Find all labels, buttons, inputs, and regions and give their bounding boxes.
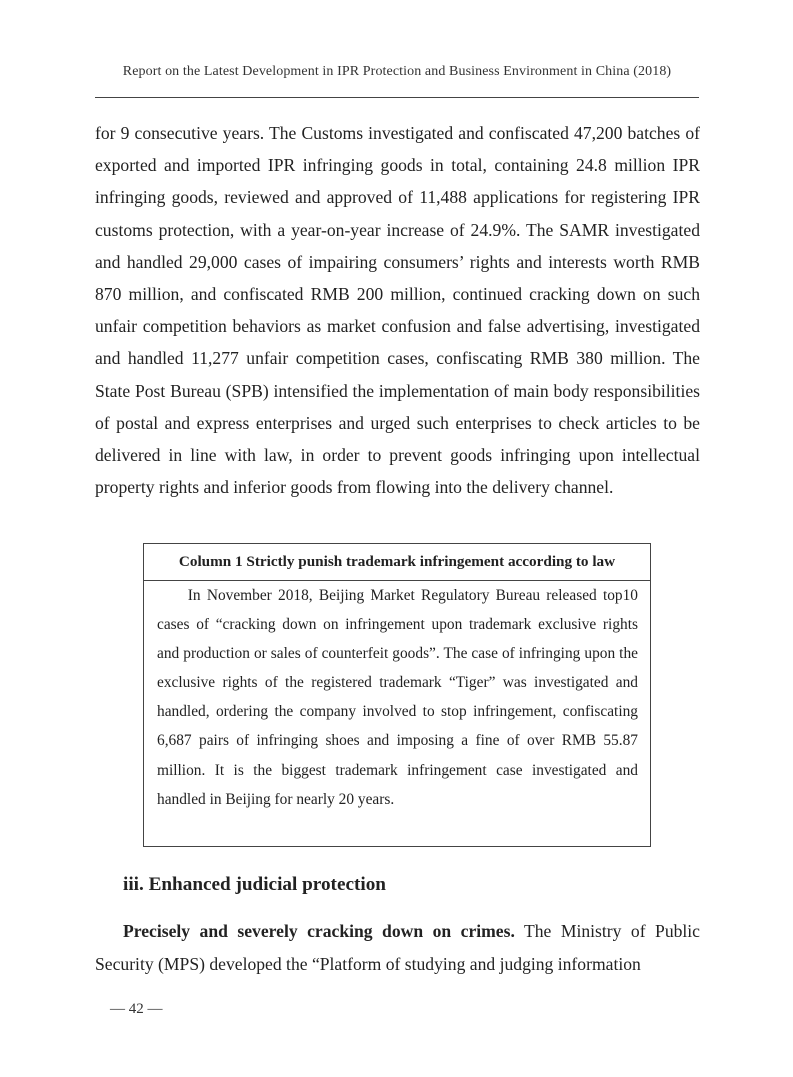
section-lead: Precisely and severely cracking down on crimes. — [123, 921, 515, 941]
body-paragraph: for 9 consecutive years. The Customs investigated and confiscated 47,200 batches of exported and imported IPR infringing goods in total, containing 24.8 million IPR infringing goods, reviewed and approved of 11,488 applications for registering IPR customs protection, with a year-on-year increase of 24.9%. The SAMR investigated and handled 29,000 cases of impairing consumers’ rights and interests worth RMB 870 million, and confiscated RMB 200 million, continued cracking down on such unfair competition behaviors as market confusion and false advertising, investigated and handled 11,277 unfair competition cases, confiscating RMB 380 million. The State Post Bureau (SPB) intensified the implementation of main body responsibilities of postal and express enterprises and urged such enterprises to check articles to be delivered in line with law, in order to prevent goods infringing upon intellectual property rights and inferior goods from flowing into the delivery channel. — [95, 123, 700, 498]
column-box-title: Column 1 Strictly punish trademark infringement according to law — [144, 544, 650, 581]
section-paragraph — [95, 915, 700, 981]
section-text: The Ministry of Public Security (MPS) developed the “Platform of studying and judging information — [95, 921, 700, 974]
column-box — [143, 543, 651, 847]
page-number: — 42 — — [110, 1001, 163, 1017]
column-box-text: In November 2018, Beijing Market Regulatory Bureau released top10 cases of “cracking down on infringement upon trademark exclusive rights and production or sales of counterfeit goods”. The case of infringing upon the exclusive rights of the registered trademark “Tiger” was investigated and handled, ordering the company involved to stop infringement, confiscating 6,687 pairs of infringing shoes and imposing a fine of over RMB 55.87 million. It is the biggest trademark infringement case investigated and handled in Beijing for nearly 20 years. — [157, 587, 638, 808]
section-heading: iii. Enhanced judicial protection — [123, 874, 386, 895]
header-rule — [95, 97, 699, 98]
running-header: Report on the Latest Development in IPR Protection and Business Environment in China (2018) — [122, 64, 672, 79]
